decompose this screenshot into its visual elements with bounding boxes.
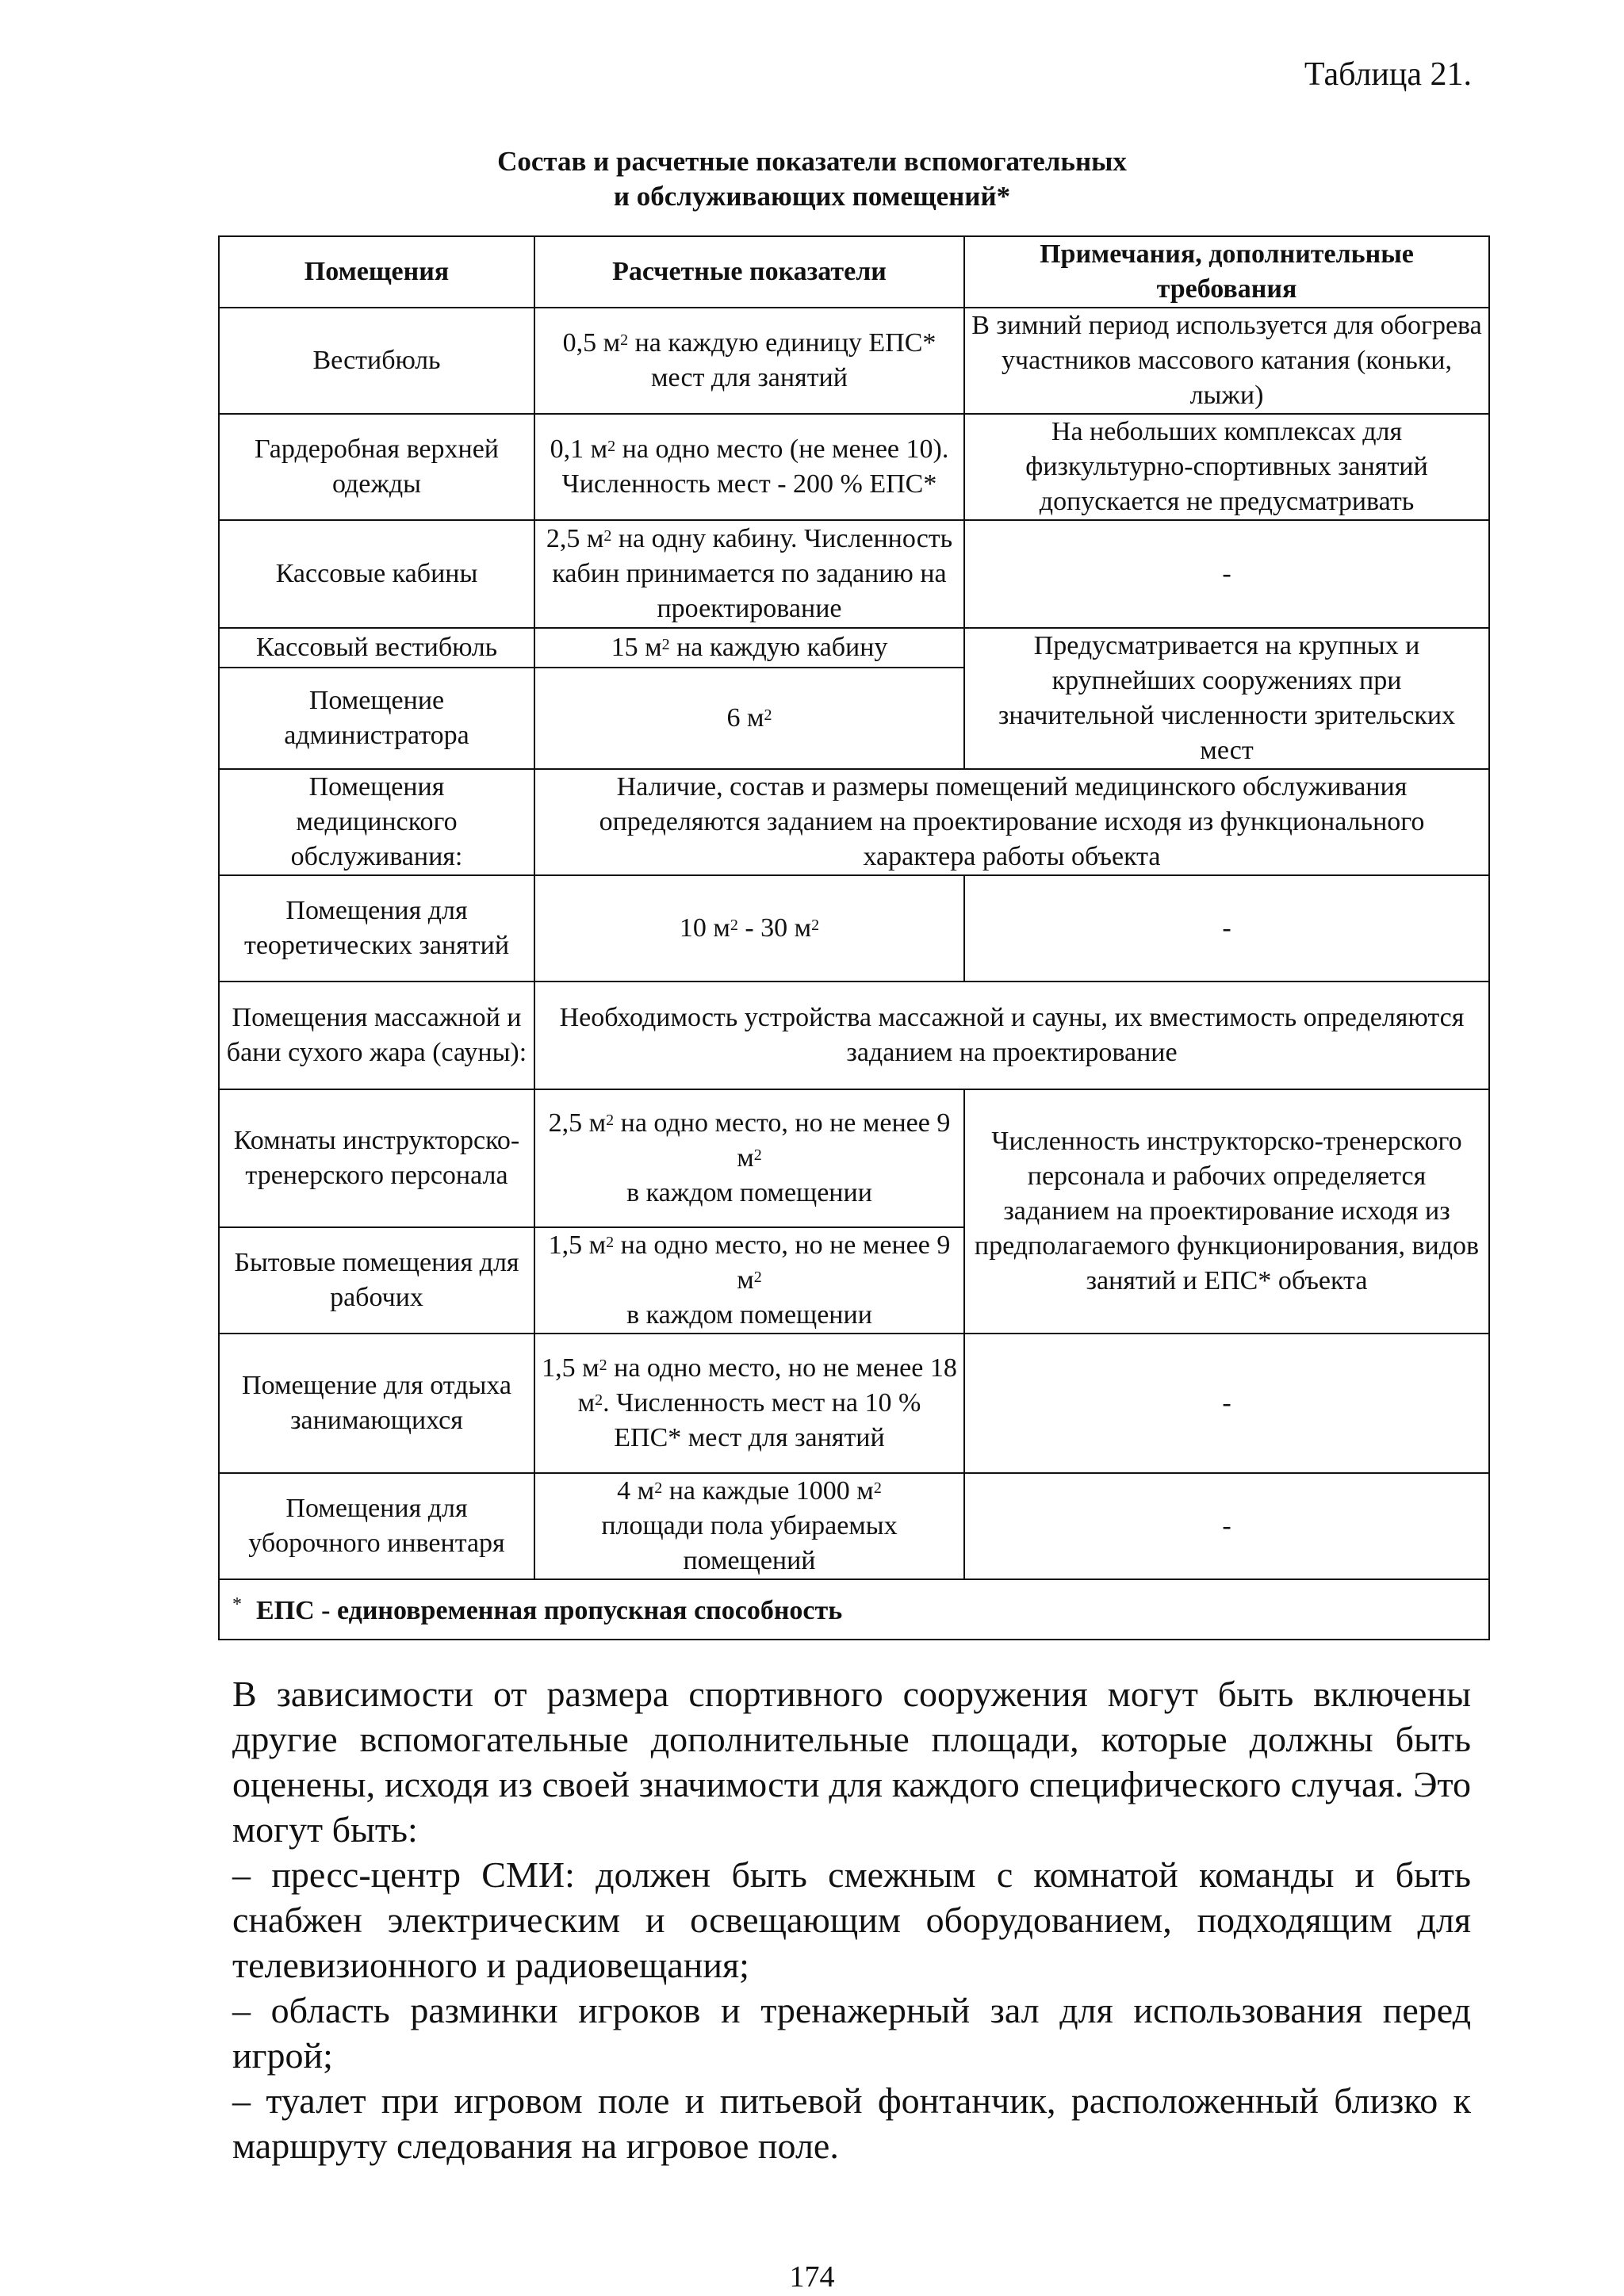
indicator-text: в каждом помещении (626, 1178, 872, 1207)
header-indicators: Расчетные показатели (534, 236, 964, 308)
superscript: 2 (753, 1146, 762, 1164)
indicator-text: на одно место, но не менее 18 м (577, 1353, 957, 1418)
room-indicator (534, 668, 964, 769)
room-name: Кассовые кабины (219, 520, 534, 628)
superscript: 2 (661, 635, 670, 653)
paragraph: В зависимости от размера спортивного сооружения могут быть включены другие вспомогательные дополнительные площади, которые должны быть оценены, исходя из своей значимости для каждого специфического случая. Это могут быть: (232, 1674, 1471, 1850)
superscript: 2 (730, 916, 738, 934)
room-indicator (534, 628, 964, 668)
footnote-asterisk: * (232, 1594, 242, 1615)
superscript: 2 (654, 1479, 663, 1497)
room-name: Помещения для теоретических занятий (219, 875, 534, 982)
indicator-text: на каждые 1000 м (662, 1476, 874, 1506)
superscript: 2 (603, 527, 612, 545)
table-row (219, 308, 1489, 414)
room-indicator (534, 1089, 964, 1227)
room-note: На небольших комплексах для физкультурно-спортивных занятий допускается не предусматривать (964, 414, 1489, 520)
table-number-label: Таблица 21. (1304, 56, 1472, 93)
indicator-text: на одно место, но не менее 9 м (614, 1108, 951, 1173)
paragraph: – пресс-центр СМИ: должен быть смежным с комнатой команды и быть снабжен электрическим и освещающим оборудованием, подходящим для телевизионного и радиовещания; (232, 1854, 1471, 1985)
room-indicator (534, 1334, 964, 1473)
footnote-text: ЕПС - единовременная пропускная способность (256, 1596, 843, 1625)
header-notes: Примечания, дополнительные требования (964, 236, 1489, 308)
indicator-text: площади пола убираемых помещений (601, 1511, 898, 1575)
table-row (219, 1334, 1489, 1473)
table-row (219, 1089, 1489, 1227)
table-row (219, 520, 1489, 628)
superscript: 2 (764, 706, 772, 724)
table-row (219, 982, 1489, 1089)
room-name: Помещения медицинского обслуживания: (219, 769, 534, 875)
room-note: Предусматривается на крупных и крупнейших сооружениях при значительной численности зрительских мест (964, 628, 1489, 769)
indicator-text: 0,5 м (562, 328, 621, 358)
body-text (232, 1671, 1471, 2168)
indicator-text: на одно место, но не менее 9 м (614, 1230, 951, 1295)
table-row (219, 769, 1489, 875)
room-name: Кассовый вестибюль (219, 628, 534, 668)
superscript: 2 (620, 331, 629, 349)
paragraph: – туалет при игровом поле и питьевой фонтанчик, расположенный близко к маршруту следования на игровое поле. (232, 2080, 1471, 2166)
rooms-table-container (218, 235, 1488, 1640)
indicator-text: 4 м (617, 1476, 655, 1506)
indicator-text: на каждую кабину (669, 632, 888, 662)
superscript: 2 (811, 916, 820, 934)
table-footnote (219, 1579, 1489, 1640)
indicator-text: 15 м (611, 632, 662, 662)
indicator-text: 2,5 м (546, 524, 604, 553)
table-header-row (219, 236, 1489, 308)
room-indicator: Необходимость устройства массажной и сауны, их вместимость определяются заданием на проектирование (534, 982, 1489, 1089)
superscript: 2 (606, 1234, 615, 1251)
table-row (219, 875, 1489, 982)
room-indicator: Наличие, состав и размеры помещений медицинского обслуживания определяются заданием на проектирование исходя из функционального характера работы объекта (534, 769, 1489, 875)
superscript: 2 (595, 1391, 603, 1409)
indicator-text: . Численность мест на 10 % ЕПС* мест для занятий (603, 1388, 921, 1452)
indicator-text: 10 м (679, 913, 730, 943)
superscript: 2 (753, 1269, 762, 1286)
room-note: Численность инструкторско-тренерского персонала и рабочих определяется заданием на проектирование исходя из предполагаемого функционирования, видов занятий и ЕПС* объекта (964, 1089, 1489, 1334)
table-row (219, 1473, 1489, 1579)
room-name: Вестибюль (219, 308, 534, 414)
indicator-text: на каждую единицу ЕПС* мест для занятий (628, 328, 936, 392)
superscript: 2 (607, 438, 616, 455)
room-note: - (964, 875, 1489, 982)
room-name: Бытовые помещения для рабочих (219, 1227, 534, 1334)
room-name: Комнаты инструкторско-тренерского персонала (219, 1089, 534, 1227)
indicator-text: 1,5 м (548, 1230, 607, 1260)
indicator-text: 1,5 м (542, 1353, 599, 1383)
superscript: 2 (599, 1357, 607, 1374)
room-name: Помещения для уборочного инвентаря (219, 1473, 534, 1579)
paragraph: – область разминки игроков и тренажерный зал для использования перед игрой; (232, 1990, 1471, 2076)
room-indicator (534, 1227, 964, 1334)
table-title-line-2: и обслуживающих помещений* (613, 181, 1011, 212)
table-footnote-row (219, 1579, 1489, 1640)
page-number: 174 (789, 2260, 835, 2294)
room-indicator (534, 875, 964, 982)
superscript: 2 (606, 1112, 615, 1129)
indicator-text: на одну кабину. Численность кабин принимается по заданию на проектирование (552, 524, 953, 623)
table-row (219, 414, 1489, 520)
room-name: Помещение администратора (219, 668, 534, 769)
table-title-line-1: Состав и расчетные показатели вспомогательных (497, 146, 1127, 177)
room-indicator (534, 520, 964, 628)
room-indicator (534, 308, 964, 414)
room-note: - (964, 1473, 1489, 1579)
table-title (0, 144, 1624, 214)
room-indicator (534, 1473, 964, 1579)
indicator-text: 2,5 м (548, 1108, 607, 1138)
room-name: Помещения массажной и бани сухого жара (сауны): (219, 982, 534, 1089)
table-row (219, 628, 1489, 668)
room-indicator (534, 414, 964, 520)
room-note: - (964, 520, 1489, 628)
room-note: В зимний период используется для обогрева участников массового катания (коньки, лыжи) (964, 308, 1489, 414)
room-name: Помещение для отдыха занимающихся (219, 1334, 534, 1473)
indicator-text: на одно место (не менее 10). Численность мест - 200 % ЕПС* (561, 434, 949, 499)
indicator-text: - 30 м (737, 913, 812, 943)
room-name: Гардеробная верхней одежды (219, 414, 534, 520)
indicator-text: в каждом помещении (626, 1300, 872, 1330)
rooms-table (218, 235, 1490, 1640)
superscript: 2 (873, 1479, 882, 1497)
indicator-text: 6 м (726, 702, 764, 733)
header-rooms: Помещения (219, 236, 534, 308)
indicator-text: 0,1 м (550, 434, 608, 464)
room-note: - (964, 1334, 1489, 1473)
